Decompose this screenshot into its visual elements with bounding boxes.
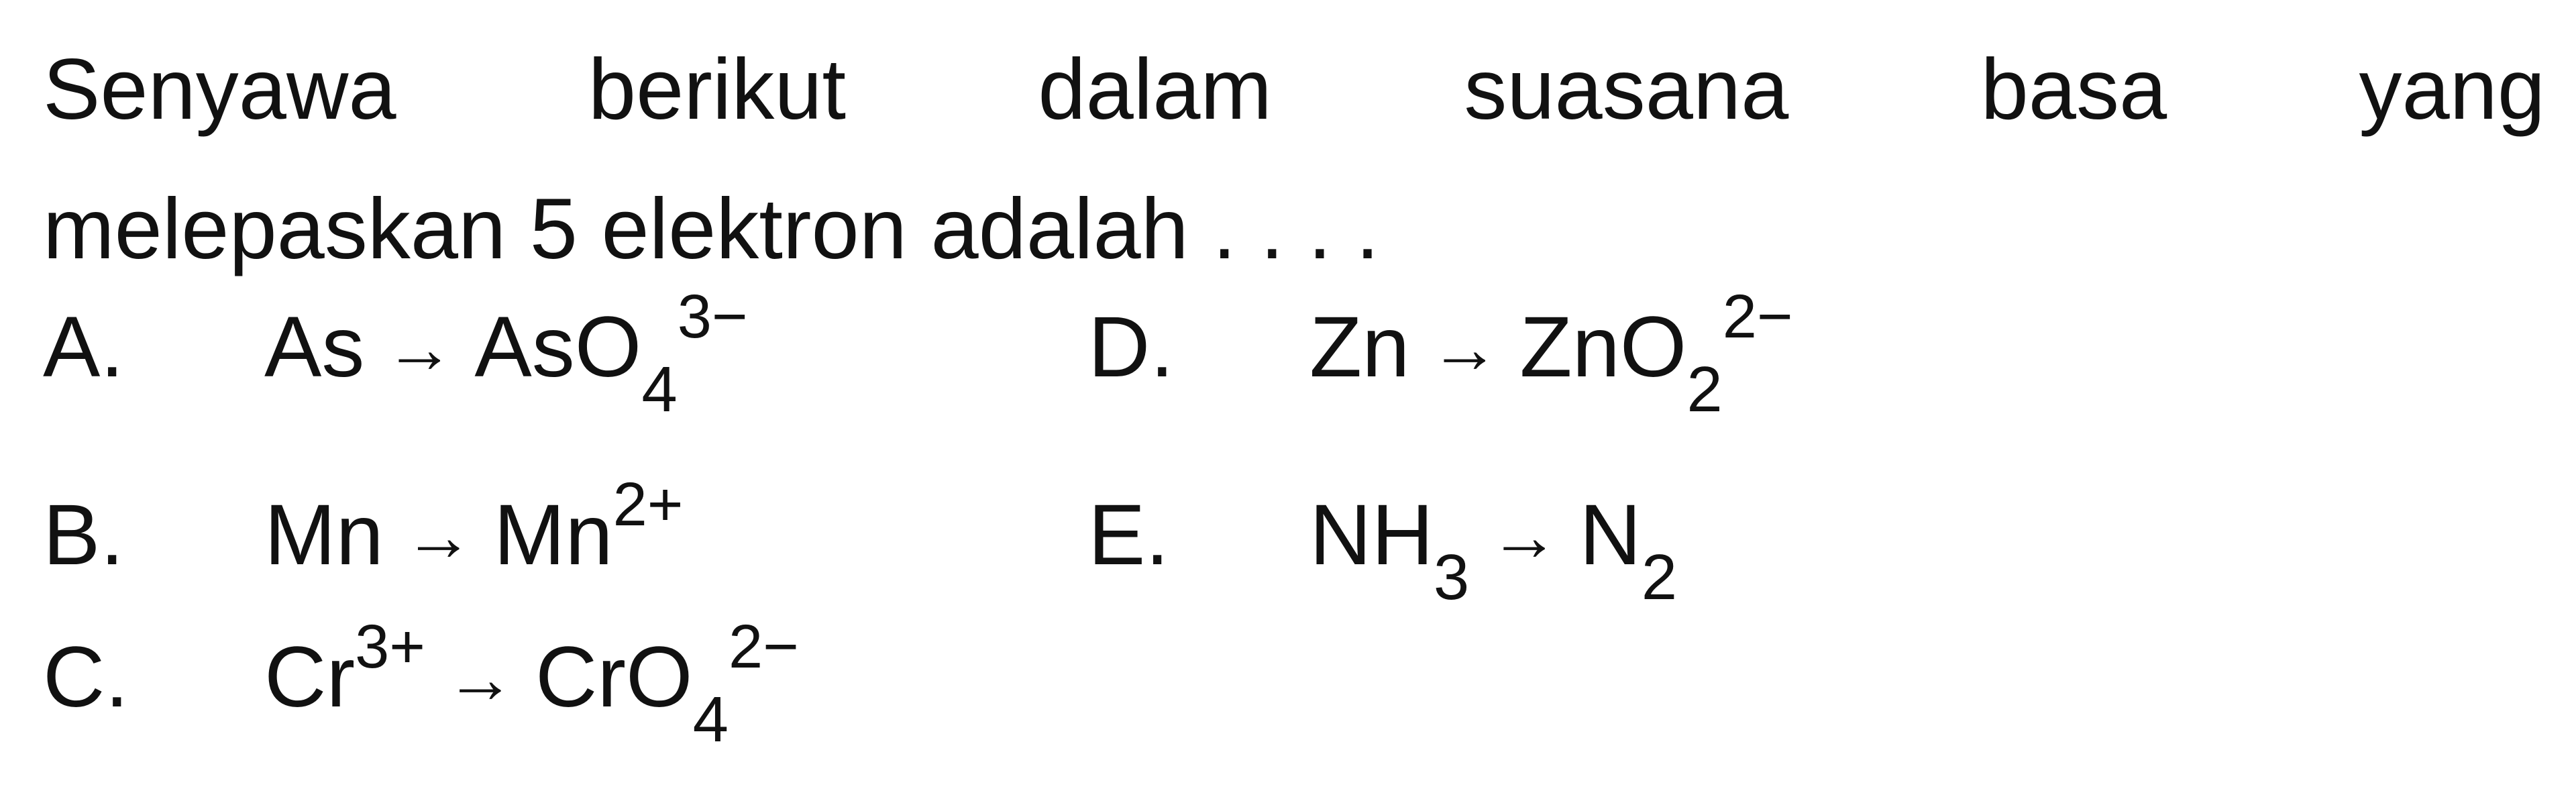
reaction-arrow: → (403, 498, 474, 576)
option-a-product: AsO (474, 299, 642, 395)
option-b-product: Mn (493, 487, 613, 583)
option-a-formula (264, 282, 748, 425)
question-line-1: Senyawa berikut dalam suasana basa yang (43, 42, 2545, 138)
option-c-product-charge: 2− (728, 613, 799, 681)
option-d-letter: D. (1088, 299, 1174, 395)
reaction-arrow: → (445, 640, 515, 718)
option-d-product-charge: 2− (1722, 282, 1793, 351)
option-d-reactant: Zn (1309, 299, 1410, 395)
option-b-product-charge: 2+ (612, 470, 684, 539)
option-a-product-subscript: 4 (641, 354, 678, 425)
reaction-arrow: → (384, 310, 455, 388)
option-c-formula (264, 613, 799, 755)
option-e-product: N (1579, 487, 1642, 583)
option-a-letter: A. (43, 299, 124, 395)
option-c-product-subscript: 4 (692, 684, 729, 755)
option-d-formula (1309, 282, 1793, 425)
question-text (43, 20, 2545, 299)
question-line-2: melepaskan 5 elektron adalah . . . . (43, 181, 1380, 277)
option-e-formula (1309, 487, 1678, 613)
option-d-product: ZnO (1519, 299, 1687, 395)
option-a[interactable] (43, 282, 1049, 425)
option-d[interactable] (1088, 282, 2161, 425)
option-b-letter: B. (43, 487, 124, 583)
reaction-arrow: → (1489, 498, 1560, 576)
option-c-reactant: Cr (264, 629, 356, 725)
option-d-product-subscript: 2 (1686, 354, 1723, 425)
reaction-arrow: → (1430, 310, 1500, 388)
option-b-reactant: Mn (264, 487, 384, 583)
option-e-reactant: NH (1309, 487, 1434, 583)
option-b-formula (264, 470, 684, 590)
option-e-letter: E. (1088, 487, 1169, 583)
option-e-reactant-subscript: 3 (1433, 541, 1470, 613)
option-e-product-subscript: 2 (1641, 541, 1678, 613)
option-e[interactable] (1088, 487, 2161, 613)
option-c[interactable] (43, 613, 1049, 755)
option-c-reactant-charge: 3+ (355, 613, 425, 681)
option-c-letter: C. (43, 629, 129, 725)
option-c-product: CrO (535, 629, 693, 725)
option-b[interactable] (43, 470, 1049, 596)
option-a-reactant: As (264, 299, 365, 395)
option-a-product-charge: 3− (677, 282, 748, 351)
